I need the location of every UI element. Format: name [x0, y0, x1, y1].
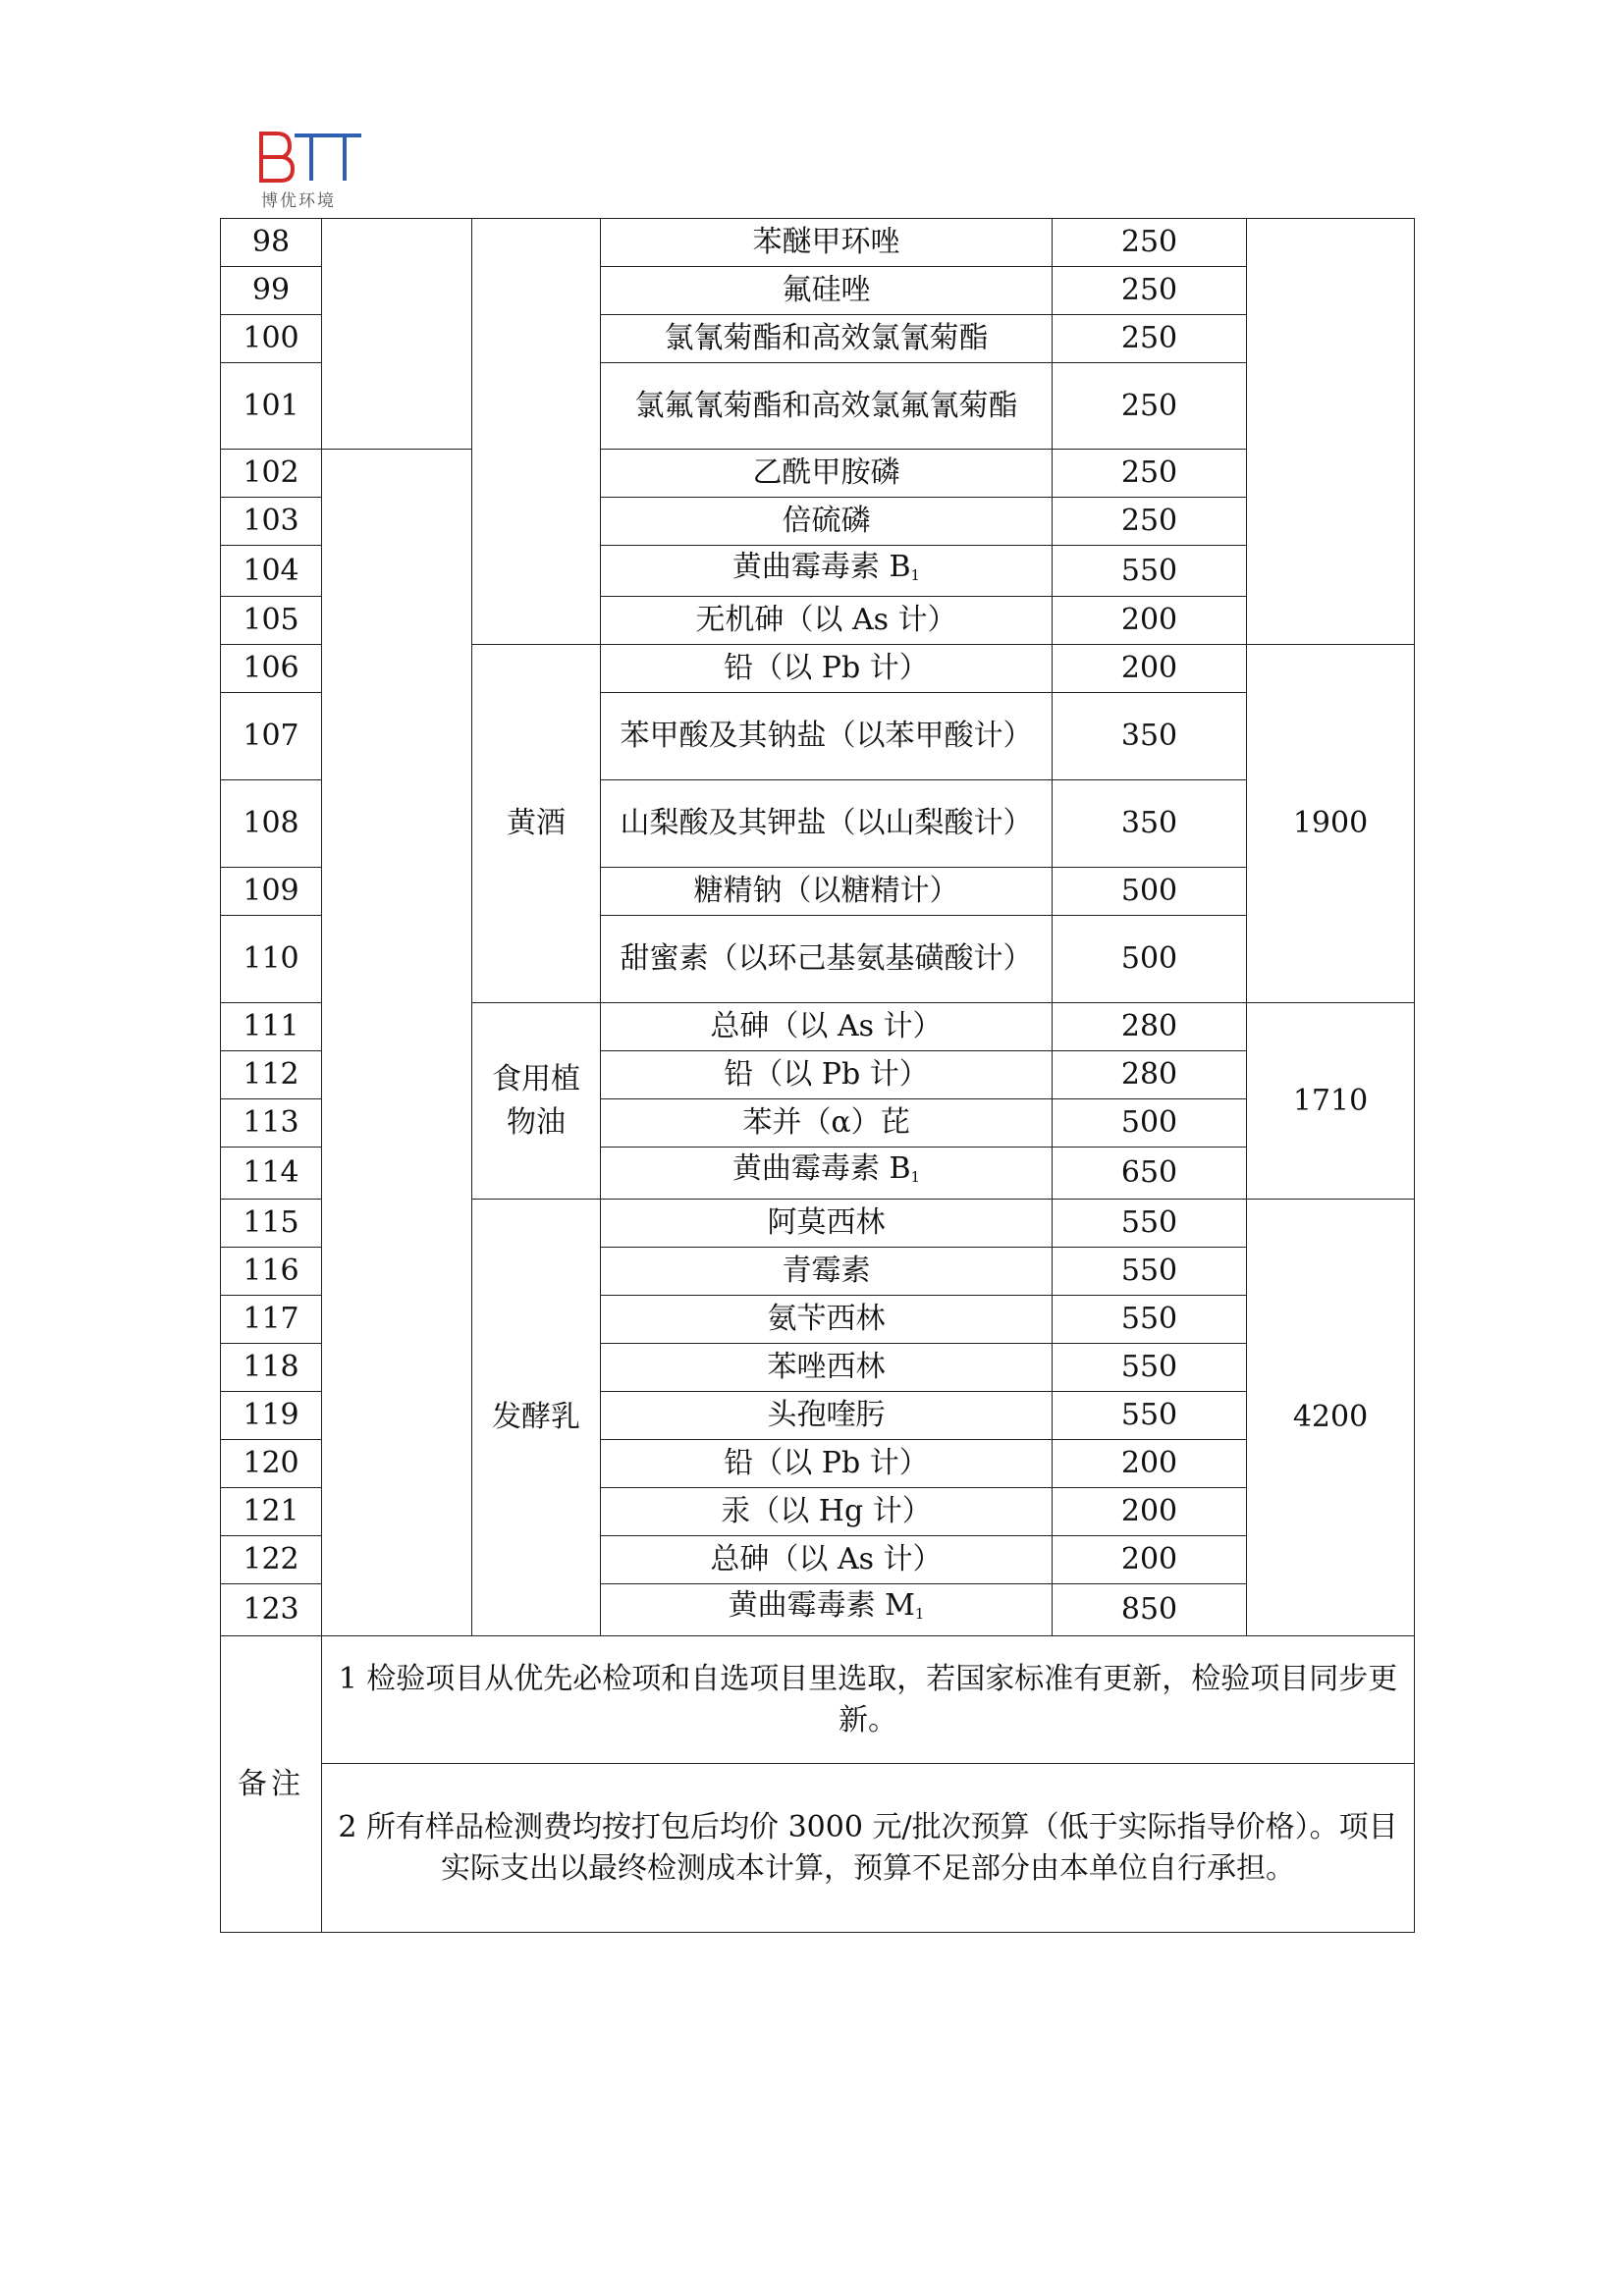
price-cell: 280: [1053, 1003, 1247, 1051]
row-number: 102: [221, 450, 322, 498]
test-item: 苯醚甲环唑: [601, 219, 1053, 267]
price-cell: 250: [1053, 498, 1247, 546]
row-number: 120: [221, 1440, 322, 1488]
test-item: 苯并（α）芘: [601, 1099, 1053, 1148]
test-item: 糖精钠（以糖精计）: [601, 868, 1053, 916]
price-cell: 550: [1053, 546, 1247, 597]
row-number: 117: [221, 1296, 322, 1344]
row-number: 121: [221, 1488, 322, 1536]
category-cell: [472, 219, 601, 645]
test-item: 氟硅唑: [601, 267, 1053, 315]
test-item: 倍硫磷: [601, 498, 1053, 546]
price-cell: 250: [1053, 267, 1247, 315]
category-cell: [472, 1003, 601, 1200]
price-cell: 200: [1053, 645, 1247, 693]
price-cell: 500: [1053, 1099, 1247, 1148]
row-number: 116: [221, 1248, 322, 1296]
price-cell: 200: [1053, 597, 1247, 645]
price-cell: 250: [1053, 450, 1247, 498]
test-item: [601, 1584, 1053, 1636]
price-cell: 650: [1053, 1148, 1247, 1200]
test-item: 苯甲酸及其钠盐（以苯甲酸计）: [601, 693, 1053, 780]
test-item-text: 黄曲霉毒素 M: [728, 1588, 915, 1623]
row-number: 118: [221, 1344, 322, 1392]
price-cell: 350: [1053, 780, 1247, 868]
test-item: 总砷（以 As 计）: [601, 1536, 1053, 1584]
row-number: 112: [221, 1051, 322, 1099]
row-number: 122: [221, 1536, 322, 1584]
price-cell: 550: [1053, 1392, 1247, 1440]
row-number: 123: [221, 1584, 322, 1636]
row-number: 108: [221, 780, 322, 868]
test-item: 头孢喹肟: [601, 1392, 1053, 1440]
price-cell: 550: [1053, 1200, 1247, 1248]
test-item-text: 黄曲霉毒素 B: [731, 1151, 911, 1186]
price-cell: 280: [1053, 1051, 1247, 1099]
row-number: 98: [221, 219, 322, 267]
test-item: 乙酰甲胺磷: [601, 450, 1053, 498]
test-item: 山梨酸及其钾盐（以山梨酸计）: [601, 780, 1053, 868]
price-cell: 250: [1053, 219, 1247, 267]
test-item: 甜蜜素（以环己基氨基磺酸计）: [601, 916, 1053, 1003]
test-item: [601, 546, 1053, 597]
test-item: 氯氟氰菊酯和高效氯氟氰菊酯: [601, 363, 1053, 450]
test-item: [601, 1148, 1053, 1200]
remarks-row: [221, 1764, 1415, 1933]
company-logo: [257, 128, 365, 211]
test-item: 氨苄西林: [601, 1296, 1053, 1344]
price-cell: 250: [1053, 363, 1247, 450]
table-row: [221, 450, 1415, 498]
row-number: 114: [221, 1148, 322, 1200]
price-cell: 200: [1053, 1536, 1247, 1584]
price-cell: 550: [1053, 1296, 1247, 1344]
subscript: 1: [910, 565, 921, 584]
test-item: 铅（以 Pb 计）: [601, 1440, 1053, 1488]
test-item: 总砷（以 As 计）: [601, 1003, 1053, 1051]
test-item-text: 黄曲霉毒素 B: [731, 549, 911, 584]
subscript: 1: [914, 1605, 925, 1623]
row-number: 103: [221, 498, 322, 546]
logo-caption: 博优环境: [261, 191, 336, 211]
row-number: 119: [221, 1392, 322, 1440]
remarks-label: 备注: [221, 1636, 322, 1933]
row-number: 104: [221, 546, 322, 597]
category-cell: 发酵乳: [472, 1200, 601, 1636]
row-number: 105: [221, 597, 322, 645]
subtotal-cell: 1900: [1247, 645, 1415, 1003]
blank-cell: [322, 219, 472, 450]
row-number: 100: [221, 315, 322, 363]
row-number: 113: [221, 1099, 322, 1148]
remark-note-2: 2 所有样品检测费均按打包后均价 3000 元/批次预算（低于实际指导价格）。项目实际支出以最终检测成本计算，预算不足部分由本单位自行承担。: [322, 1764, 1415, 1933]
price-cell: 250: [1053, 315, 1247, 363]
category-label: 食用植物油: [492, 1061, 580, 1140]
test-item: 阿莫西林: [601, 1200, 1053, 1248]
price-cell: 550: [1053, 1344, 1247, 1392]
row-number: 101: [221, 363, 322, 450]
table-row: [221, 219, 1415, 267]
subtotal-cell: 1710: [1247, 1003, 1415, 1200]
category-cell: 黄酒: [472, 645, 601, 1003]
test-item: 氯氰菊酯和高效氯氰菊酯: [601, 315, 1053, 363]
remark-note-1: 1 检验项目从优先必检项和自选项目里选取，若国家标准有更新，检验项目同步更新。: [322, 1636, 1415, 1764]
test-item: 无机砷（以 As 计）: [601, 597, 1053, 645]
subscript: 1: [910, 1168, 921, 1186]
blank-cell: [322, 450, 472, 1636]
subtotal-cell: 4200: [1247, 1200, 1415, 1636]
test-item: 苯唑西林: [601, 1344, 1053, 1392]
price-cell: 500: [1053, 868, 1247, 916]
subtotal-cell: [1247, 219, 1415, 645]
test-item: 铅（以 Pb 计）: [601, 1051, 1053, 1099]
row-number: 107: [221, 693, 322, 780]
row-number: 106: [221, 645, 322, 693]
row-number: 115: [221, 1200, 322, 1248]
btt-logo-mark: [257, 128, 365, 187]
test-item: 青霉素: [601, 1248, 1053, 1296]
price-cell: 200: [1053, 1488, 1247, 1536]
inspection-fee-table: [220, 218, 1415, 1933]
test-item: 汞（以 Hg 计）: [601, 1488, 1053, 1536]
row-number: 99: [221, 267, 322, 315]
price-cell: 850: [1053, 1584, 1247, 1636]
row-number: 109: [221, 868, 322, 916]
row-number: 111: [221, 1003, 322, 1051]
price-cell: 550: [1053, 1248, 1247, 1296]
remarks-row: [221, 1636, 1415, 1764]
test-item: 铅（以 Pb 计）: [601, 645, 1053, 693]
row-number: 110: [221, 916, 322, 1003]
price-cell: 200: [1053, 1440, 1247, 1488]
price-cell: 350: [1053, 693, 1247, 780]
price-cell: 500: [1053, 916, 1247, 1003]
